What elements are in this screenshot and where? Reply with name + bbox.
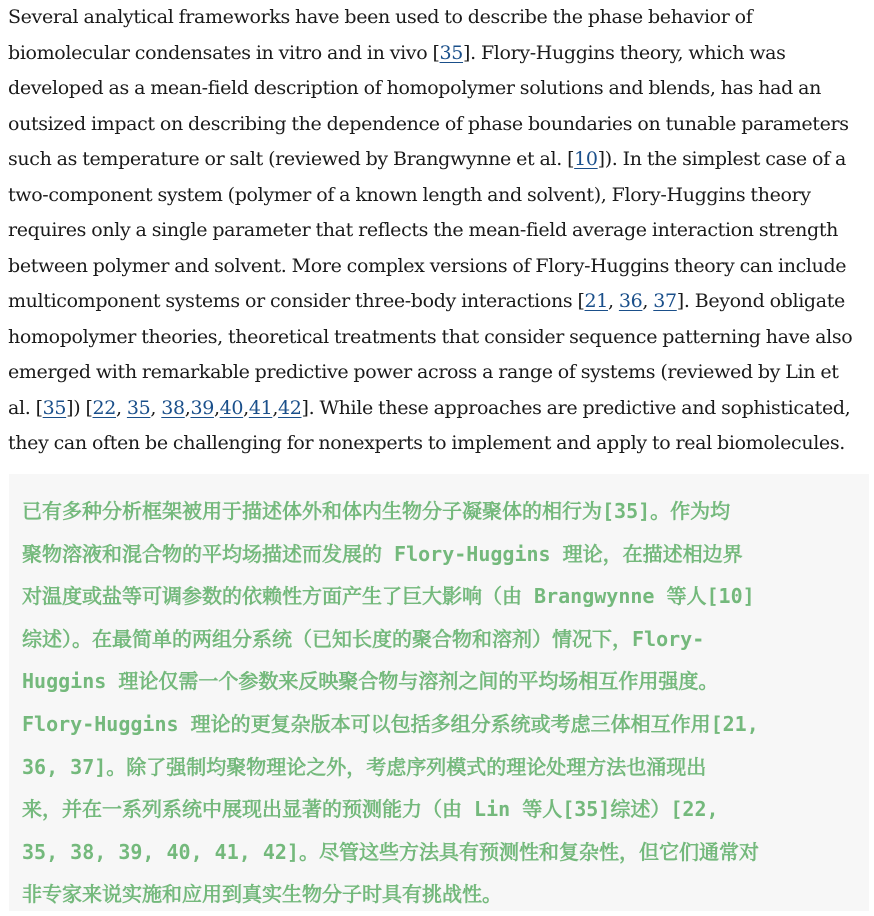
citation-link-35[interactable]: 35 bbox=[439, 41, 464, 64]
paragraph-line bbox=[8, 284, 870, 320]
chinese-translation-paragraph bbox=[22, 490, 862, 916]
citation-link-21[interactable]: 21 bbox=[584, 290, 609, 312]
paragraph-line bbox=[8, 142, 870, 178]
citation-link-42[interactable]: 42 bbox=[278, 396, 302, 419]
translation-box bbox=[9, 474, 869, 911]
text-segment: ]). In the simplest case of a bbox=[597, 148, 846, 170]
paragraph-line: two-component system (polymer of a known length and solvent), Flory-Huggins theory bbox=[8, 183, 811, 206]
citation-link-38[interactable]: 38 bbox=[161, 396, 185, 419]
text-segment: , bbox=[642, 290, 654, 312]
text-segment: such as temperature or salt (reviewed by Brangwynne et al. [ bbox=[8, 148, 575, 170]
citation-link-35[interactable]: 35 bbox=[42, 396, 67, 419]
text-segment: , bbox=[608, 290, 619, 312]
citation-link-10[interactable]: 10 bbox=[574, 148, 598, 170]
paragraph-line bbox=[8, 36, 870, 72]
text-segment: ]. While these approaches are predictive and sophisticated, bbox=[301, 396, 851, 419]
text-segment: biomolecular condensates in vitro and in vivo [ bbox=[8, 41, 440, 64]
citation-link-37[interactable]: 37 bbox=[653, 290, 677, 312]
translation-line: 已有多种分析框架被用于描述体外和体内生物分子凝聚体的相行为[35]。作为均 bbox=[22, 499, 731, 523]
citation-link-36[interactable]: 36 bbox=[618, 290, 643, 312]
translation-line: 对温度或盐等可调参数的依赖性方面产生了巨大影响（由 Brangwynne 等人[10] bbox=[22, 584, 755, 609]
text-segment: al. [ bbox=[8, 396, 43, 419]
paragraph-line: requires only a single parameter that reflects the mean-field average interaction strength bbox=[8, 219, 839, 241]
paragraph-line: homopolymer theories, theoretical treatments that consider sequence patterning have also bbox=[8, 325, 853, 348]
translation-line: 综述）。在最简单的两组分系统（已知长度的聚合物和溶剂）情况下，Flory- bbox=[22, 626, 705, 651]
text-segment: ]) [ bbox=[66, 396, 93, 419]
paragraph-line: developed as a mean-field description of homopolymer solutions and blends, has had an bbox=[8, 77, 821, 99]
paragraph-line bbox=[8, 391, 870, 427]
translation-line: 聚物溶液和混合物的平均场描述而发展的 Flory-Huggins 理论，在描述相边界 bbox=[22, 541, 743, 566]
english-paragraph bbox=[8, 0, 870, 462]
paragraph-line: emerged with remarkable predictive power across a range of systems (reviewed by Lin et bbox=[8, 361, 839, 383]
translation-line: Flory-Huggins 理论的更复杂版本可以包括多组分系统或考虑三体相互作用[21, bbox=[22, 711, 759, 736]
citation-link-22[interactable]: 22 bbox=[92, 396, 117, 419]
text-segment: , bbox=[213, 396, 220, 419]
paragraph-line: between polymer and solvent. More complex versions of Flory-Huggins theory can include bbox=[8, 254, 847, 277]
text-segment: ]. Flory-Huggins theory, which was bbox=[463, 41, 786, 64]
paragraph-line: outsized impact on describing the dependence of phase boundaries on tunable parameters bbox=[8, 112, 849, 135]
paragraph-line: they can often be challenging for nonexperts to implement and apply to real biomolecules. bbox=[8, 432, 845, 454]
text-segment: ]. Beyond obligate bbox=[676, 290, 845, 312]
citation-link-39[interactable]: 39 bbox=[190, 396, 214, 419]
citation-link-40[interactable]: 40 bbox=[219, 396, 244, 419]
citation-link-35[interactable]: 35 bbox=[126, 396, 151, 419]
citation-link-41[interactable]: 41 bbox=[248, 396, 273, 419]
translation-line: 35, 38, 39, 40, 41, 42]。尽管这些方法具有预测性和复杂性，但它们通常对 bbox=[22, 839, 759, 864]
text-segment: , bbox=[272, 396, 279, 419]
text-segment: multicomponent systems or consider three-body interactions [ bbox=[8, 290, 585, 312]
text-segment: , bbox=[243, 396, 249, 419]
text-segment: , bbox=[150, 396, 162, 419]
text-segment: , bbox=[184, 396, 191, 419]
text-segment: , bbox=[116, 396, 127, 419]
paragraph-line: Several analytical frameworks have been used to describe the phase behavior of bbox=[8, 6, 753, 28]
translation-line: 非专家来说实施和应用到真实生物分子时具有挑战性。 bbox=[22, 882, 502, 907]
translation-line: 来，并在一系列系统中展现出显著的预测能力（由 Lin 等人[35]综述）[22, bbox=[22, 797, 719, 822]
translation-line: Huggins 理论仅需一个参数来反映聚合物与溶剂之间的平均场相互作用强度。 bbox=[22, 669, 719, 694]
translation-line: 36, 37]。除了强制均聚物理论之外，考虑序列模式的理论处理方法也涌现出 bbox=[22, 754, 707, 779]
